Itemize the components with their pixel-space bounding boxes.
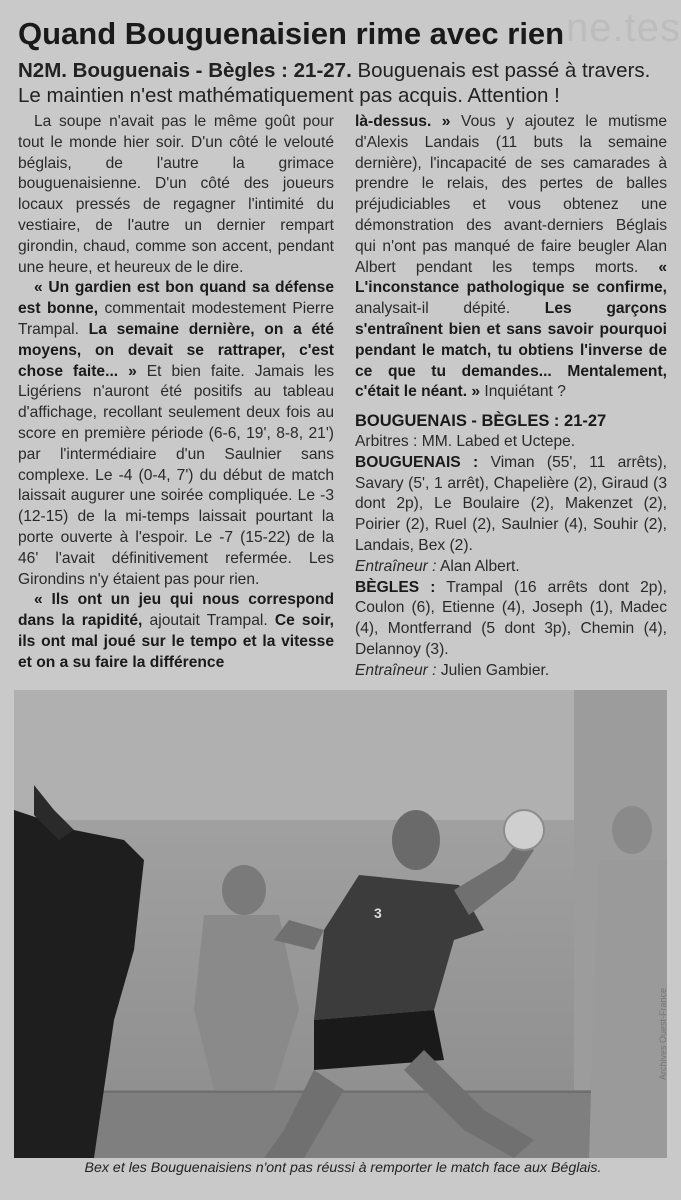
team1-players: Viman (55', 11 arrêts), Savary (5', 1 arrêt), Chapelière (2), Giraud (3 dont 2p), Le Boulaire (2), Makenzet (2), Poirier (2), Ruel (2), Saulnier (4), Souhir (2), Landais, Bex (2). — [355, 453, 667, 554]
paragraph-3 — [18, 590, 334, 673]
article-column-left — [18, 112, 334, 674]
team2-name: BÈGLES : — [355, 578, 436, 596]
paragraph-2 — [18, 278, 334, 590]
subhead-text: Bouguenais est passé à travers. Le maintien n'est mathématiquement pas acquis. Attention ! — [18, 59, 651, 107]
text: ajoutait Trampal. — [142, 612, 275, 630]
text: analysait-il dépité. — [355, 300, 545, 318]
team1-name: BOUGUENAIS : — [355, 453, 479, 471]
team2-lineup — [355, 578, 667, 661]
match-result-title: BOUGUENAIS - BÈGLES : 21-27 — [355, 412, 607, 431]
text: Inquiétant ? — [480, 383, 566, 401]
subheadline — [18, 58, 668, 108]
quote-bold: Les garçons s'entraînent bien et sans savoir pourquoi pendant le match, tu obtiens l'inverse de ce que tu demandes... Mentalement, c'était le néant. » — [355, 300, 667, 401]
quote-bold: Ce soir, ils ont mal joué sur le tempo et la vitesse et on a su faire la différence — [18, 612, 334, 671]
coach-label: Entraîneur : — [355, 661, 437, 679]
paragraph-4 — [355, 112, 667, 403]
coach-label: Entraîneur : — [355, 557, 437, 575]
text: Et bien faite. Jamais les Ligériens n'auront été positifs au tableau d'affichage, recollant seulement deux fois au score en première période (6-6, 19', 8-8, 21') par l'intermédiaire d'un Saulnier sans complexe. Le -4 (0-4, 7') du début de match laissait augurer une soirée compliquée. Le -3 (12-15) de la mi-temps laissait pourtant la porte ouverte à l'espoir. Le -7 (15-22) de la 46' l'avait définitivement refermée. Les Girondins n'y étaient pas pour rien. — [18, 362, 335, 588]
team2-coach-line — [355, 661, 667, 682]
photo-caption: Bex et les Bouguenaisiens n'ont pas réussi à remporter le match face aux Béglais. — [84, 1160, 602, 1176]
team2-coach: Julien Gambier. — [436, 661, 550, 679]
quote-bold: « Un gardien est bon quand sa défense est bonne, — [18, 279, 334, 318]
background-headline-fragment: ne.tes — [566, 6, 681, 50]
text: Vous y ajoutez le mutisme d'Alexis Landais (11 buts la semaine dernière), l'incapacité de ses camarades à prendre le relais, des pertes de balles préjudiciables et vous obtenez une démonstration des avant-derniers Béglais qui n'ont pas manqué de faire beugler Alan Albert pendant les temps morts. — [355, 113, 667, 276]
referees-line: Arbitres : MM. Labed et Uctepe. — [355, 432, 576, 450]
article-column-right — [355, 112, 667, 682]
photo-credit: Archives Ouest-France — [658, 987, 668, 1080]
paragraph-1: La soupe n'avait pas le même goût pour tout le monde hier soir. D'un côté le velouté béglais, de l'autre la grimace bouguenaisienne. D'un côté des joueurs locaux pressés de regagner l'intimité du vestiaire, de l'autre un dernier rempart girondin, chaud, comme son accent, pendant une heure, et heureux de le dire. — [18, 113, 334, 276]
handball-scene-illustration — [14, 690, 667, 1158]
quote-bold: « L'inconstance pathologique se confirme, — [355, 258, 667, 297]
subhead-bold: N2M. Bouguenais - Bègles : 21-27. — [18, 59, 352, 82]
team2-players: Trampal (16 arrêts dont 2p), Coulon (6), Etienne (4), Joseph (1), Madec (4), Montferrand (5 dont 3p), Chemin (4), Delannoy (3). — [355, 578, 667, 658]
match-photo — [14, 690, 667, 1158]
team1-coach: Alan Albert. — [436, 557, 520, 575]
team1-lineup — [355, 453, 667, 557]
quote-bold: La semaine dernière, on a été moyens, on devait se rattraper, c'est chose faite... » — [18, 320, 335, 380]
quote-bold: là-dessus. » — [355, 113, 451, 130]
headline: Quand Bouguenaisien rime avec rien — [18, 16, 565, 51]
team1-coach-line — [355, 557, 667, 578]
text: commentait modestement Pierre Trampal. — [18, 300, 334, 338]
jersey-number: 3 — [374, 905, 382, 921]
quote-bold: « Ils ont un jeu qui nous correspond dans la rapidité, — [18, 591, 334, 630]
